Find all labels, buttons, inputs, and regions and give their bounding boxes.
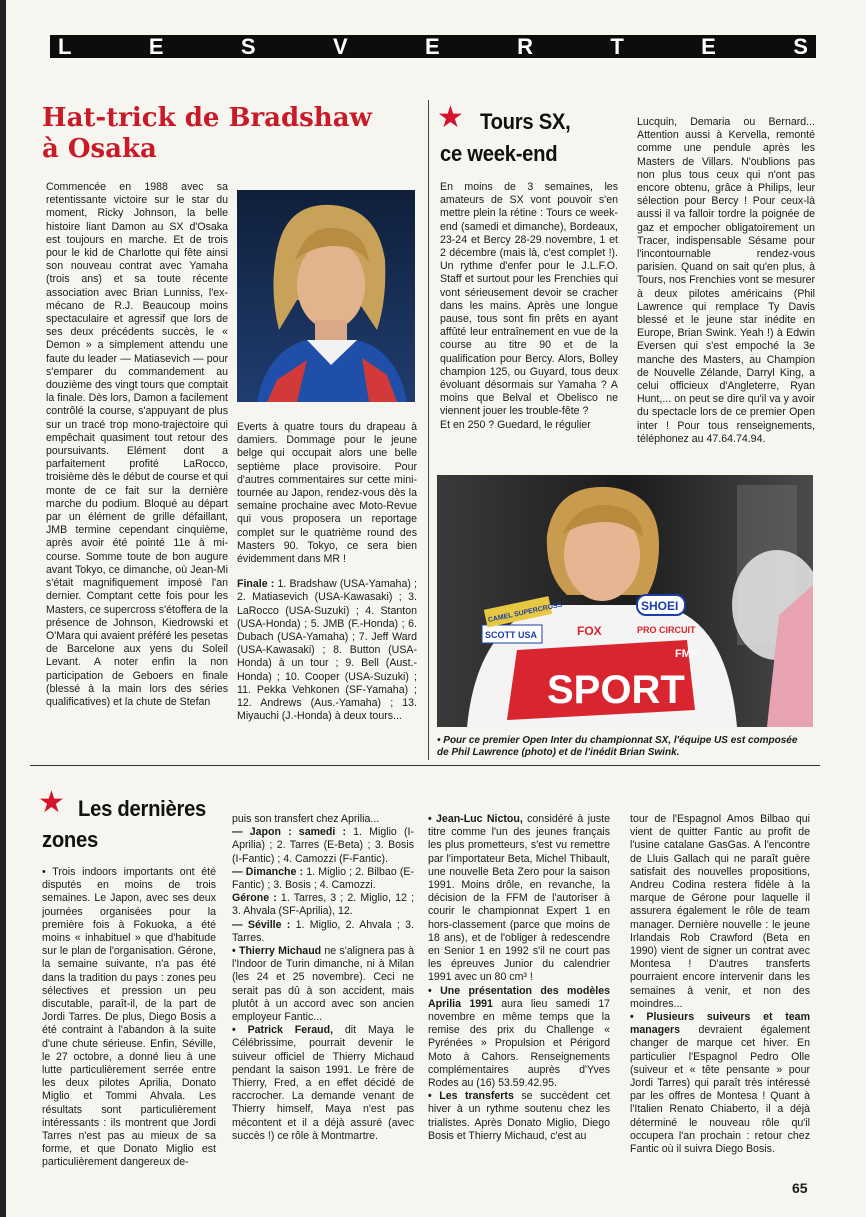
section-header-band (50, 35, 816, 58)
transferts-label: • Les transferts (428, 1090, 514, 1103)
fmf-logo-text: FMF (675, 648, 698, 660)
header-letter: E (425, 34, 440, 59)
photo-caption: • Pour ce premier Open Inter du championnat SX, l'équipe US est composée de Phil Lawrence (photo) et de l'inédit Brian Swink. (437, 735, 798, 758)
article2-column-2 (637, 116, 815, 446)
article3-body-text: • Trois indoors importants ont été disputés en moins de trois semaines. Le Japon, avec ses deux journées organisées pour la première fois à Fokuoka, a été moins « inhabituel » que d'habitude sur le plan de l'organisation. Gérone, la semaine suivante, n'a pas été dans la tradition du pays : zones peu sélectives et pression un peu discutable, paraît-il, de la part de Jordi Tarres. De plus, Diego Bosis a été contraint à l'abandon à la suite d'une chute sérieuse. Enfin, Séville, le 27 octobre, a donné lieu à une lutte particulièrement serrée entre les deux pilotes Aprilia, Donato Miglio et Tommi Ahvala. Les résultats sont particulièrement intéressants : ils montrent que Jordi Tarres n'est pas au mieux de sa forme, et que Donato Miglio est particulièrement dangereux de- (42, 866, 216, 1169)
article1-column-2 (237, 421, 417, 723)
dimanche-label: — Dimanche : (232, 865, 304, 878)
aprilia-label: • Une présentation des modèles Aprilia 1991 (428, 984, 610, 1010)
michaud-label: • Thierry Michaud (232, 945, 322, 958)
article3-column-3 (428, 813, 610, 1143)
nictou-label: • Jean-Luc Nictou, (428, 813, 523, 825)
article1-results (237, 578, 417, 723)
article3-title-line1: Les dernières (78, 796, 207, 821)
suiveurs-paragraph (630, 1011, 810, 1156)
article1-body-text: Commencée en 1988 avec sa retentissante victoire sur le star du moment, Ricky Johnson, la belle histoire liant Damon au SX d'Osaka est toujours en marche. Et de trois pour le kid de Charlotte qui fête ainsi son nouveau contrat avec Yamaha (trois ans) et sa toute récente association avec Brian Lunniss, l'ex-mécano de R.J. Beaucoup moins spectaculaire et agressif que lors de ses deux précédents succès, le « Demon » a simplement attendu une faute du leader — Matiasevich — pour s'emparer du commandement au douzième des vingt tours que comptait la finale. Dès lors, Damon a facilement contrôlé la course, s'appuyant de plus sur un tracé trop mono-trajectoire qui empêchait quasiment tout retour des poursuivants. Elément dont a parfaitement profité LaRocco, troisième dès le début de course et qui monte de ce fait sur la dernière marche du podium. Bloqué au départ par un élément de grille défaillant, JMB termine cependant cinquième, après avoir été pointé 11e à mi-course. Somme toute de bon augure avant Tokyo, ce dimanche, où Jean-Mi s'était magnifiquement imposé l'an dernier. Comptant cette fois pour les Masters, ce supercross s'étoffera de la présence de Johnson, Kiedrowski et O'Mara qui avaient préféré les pesetas de Barcelone aux yens du Soleil Levant. A noter enfin la non participation de Geboers en finale (blessé à la main lors des séries qualificatives) et la chute de Stefan (46, 181, 228, 708)
aprilia-text: aura lieu samedi 17 novembre en même temps que la remise des prix du Challenge « Pyrénées » Propulsion et Périgord Moto à Cahors. Renseignements complémentaires auprès d'Yves Rodes au (16) 53.59.42.95. (428, 997, 610, 1090)
header-letter: R (517, 34, 533, 59)
suiveurs-text: devraient également changer de marque cet hiver. En particulier l'Espagnol Pedro Olle (suiveur et « tête pensante » pour Jordi Tarres) qui paraît très intéressé par les offres de Montesa ! Quant à l'Italien Renato Chiaberto, il a déjà déterminé le nouveau rôle qu'il occupera l'an prochain : retour chez Fantic où il suivra Diego Bosis. (630, 1024, 810, 1156)
header-letter: E (148, 34, 164, 59)
pro-circuit-logo-text: PRO CIRCUIT (637, 625, 696, 635)
page-binding-edge (0, 0, 6, 1217)
seville-results-text: 1. Miglio, 2. Ahvala ; 3. Tarres. (232, 918, 414, 944)
feraud-label: • Patrick Feraud, (232, 1024, 334, 1037)
michaud-text: ne s'alignera pas à l'Indoor de Turin dimanche, ni à Milan (les 24 et 25 novembre). Ceci ne serait pas dû à son accident, mais plutôt à un accord avec son ancien employeur Fantic... (232, 945, 414, 1024)
aprilia-paragraph (428, 985, 610, 1091)
finale-results-text: 1. Bradshaw (USA-Yamaha) ; 2. Matiasevich (USA-Kawasaki) ; 3. LaRocco (USA-Suzuki) ; 4. Stanton (USA-Honda) ; 5. JMB (F.-Honda) ; 6. Dubach (USA-Yamaha) ; 7. Jeff Ward (USA-Kawasaki) ; 8. Button (USA-Honda) à un tour ; 9. Bell (Aust.-Honda) ; 10. Cooper (USA-Suzuki) ; 11. Pekka Vehkonen (SF-Yamaha) ; 12. Andrews (Aus.-Yamaha) ; 13. Miyauchi (J.-Honda) à deux tours... (237, 578, 417, 723)
article1-title: Hat-trick de Bradshaw à Osaka (42, 103, 372, 164)
header-letter: V (332, 34, 348, 59)
header-letter: L (58, 34, 72, 59)
article2-body-text-end: Et en 250 ? Guedard, le régulier (440, 418, 591, 431)
gerone-label: Gérone : (232, 892, 277, 905)
header-letter: S (240, 34, 256, 59)
gerone-results (232, 892, 414, 918)
article2-body-text: En moins de 3 semaines, les amateurs de SX vont pouvoir s'en mettre plein la rétine : Tours ce week-end (samedi et dimanche), Bordeaux, 23-24 et Bercy 28-29 novembre, 1 et 2 décembre (mais là, c'est complet !). Un rythme d'enfer pour le J.L.F.O. Staff et surtout pour les Frenchies qui vont sérieusement devoir se cracher dans les mains. Après une longue pause, tous sont fin prêts en ayant affûté leur entraînement en vue de la course au titre 90 et de la qualification pour Bercy. Alors, Bolley champion 125, ou Guyard, tous deux évoluant désormais sur Yamaha ? A moins que Belval et Obelisco ne viennent jouer les trouble-fête ? (440, 181, 618, 418)
bradshaw-portrait-illustration (237, 190, 415, 402)
lawrence-photo (437, 475, 813, 727)
camel-logo-text: CAMEL SUPERCROSS (487, 601, 563, 625)
suiveurs-label: • Plusieurs suiveurs et team managers (630, 1011, 810, 1037)
fox-logo-text: FOX (577, 624, 602, 638)
finale-label: Finale : (237, 578, 275, 591)
star-icon: ★ (437, 101, 464, 134)
dimanche-results-text: 1. Miglio ; 2. Bilbao (E-Fantic) ; 3. Bosis ; 4. Camozzi. (232, 865, 415, 892)
michaud-paragraph (232, 945, 414, 1024)
dimanche-results (232, 866, 414, 892)
article2-title-line2: ce week-end (440, 141, 558, 166)
bradshaw-photo (237, 190, 415, 402)
japon-label: — Japon : samedi : (232, 826, 346, 839)
scott-logo-text: SCOTT USA (485, 630, 538, 640)
sport-logo-text: SPORT (547, 668, 685, 712)
lawrence-photo-illustration (437, 475, 813, 727)
article1-column-1 (46, 181, 228, 709)
article3-column4-text: tour de l'Espagnol Amos Bilbao qui vient de quitter Fantic au profit de l'usine catalane GasGas. A l'encontre de Lluis Gallach qui ne paraît guère satisfait des nouvelles propositions, Andreu Codina restera fidèle à la marque de Gérone pour laquelle il assurera également le rôle de team manager. Dernière nouvelle : le jeune Irlandais Rob Crawford (Beta en 1990) vient de signer un contrat avec Montesa ! D'autres transferts pourraient encore intervenir dans les semaines à venir, et non des moindres... (630, 813, 810, 1010)
gerone-results-text: 1. Tarres, 3 ; 2. Miglio, 12 ; 3. Ahvala (SF-Aprilia), 12. (232, 892, 415, 918)
seville-label: — Séville : (232, 918, 291, 931)
feraud-paragraph (232, 1024, 414, 1143)
article3-title-line2: zones (42, 827, 98, 852)
article2-title-line1: Tours SX, (480, 109, 571, 134)
transferts-text: se succèdent cet hiver à un rythme soutenu chez les trialistes. Après Donato Miglio, Diego Bosis et Thierry Michaud, c'est au (428, 1090, 610, 1142)
nictou-paragraph (428, 813, 610, 985)
seville-results (232, 919, 414, 945)
feraud-text: dit Maya le Célébrissime, pourrait devenir le suiveur officiel de Thierry Michaud pendant la saison 1991. Le frère de Thierry, Fred, a en effet décidé de raccrocher. La demande venant de Thierry himself, Maya n'est pas mécontent et il a déjà assuré (avec succès !) ce rôle à Montmartre. (232, 1024, 414, 1142)
header-letter: E (701, 34, 716, 59)
article3-column-1 (42, 866, 216, 1170)
header-letter: S (793, 34, 808, 59)
nictou-text: considéré à juste titre comme l'un des jeunes français les plus prometteurs, s'est vu remettre par l'importateur Beta, Michel Thibault, une nouvelle Beta Zero pour la saison 1991. Moins drôle, en revanche, la décision de la FFM de l'autoriser à courir le championnat Expert 1 en hors-classement (parce que moins de 18 ans), et de l'obliger à redescendre en Senior 1 en 1992 s'il ne court pas les épreuves Junior du calendrier 1991 avec un 80 cm³ ! (428, 813, 610, 984)
article2-body-continued: Lucquin, Demaria ou Bernard... Attention aussi à Kervella, remonté comme une pendule après les Masters de Villars. N'oublions pas non plus tous ceux qui n'ont pas encore obtenu, grâce à Philips, leur sélection pour Bercy ! Pour ceux-là aussi il va falloir tordre la poignée de gaz et empocher obligatoirement un Tracer, indispensable Sésame pour l'incontournable rendez-vous parisien. Quand on sait qu'en plus, à Tours, nos Frenchies vont se mesurer à deux pilotes américains (Phil Lawrence qui remplace Ty Davis blessé et le jeune star inédite en Europe, Brian Swink. Yeah !) à Edwin Eversen qui s'est empoché la 3e manche des Masters, au Champion de Nouvelle Zélande, Darryl King, a celui officieux d'Angleterre, Ryan Hunt,... on peut se dire qu'il va y avoir du spectacle lors de ce premier Open inter ! Pour tous renseignements, téléphonez au 47.64.74.94. (637, 116, 815, 445)
article3-column2-intro: puis son transfert chez Aprilia... (232, 813, 380, 825)
transferts-paragraph (428, 1090, 610, 1143)
column-divider (428, 100, 429, 760)
page-number: 65 (792, 1180, 808, 1196)
section-divider (30, 765, 820, 766)
japon-results (232, 826, 414, 866)
japon-results-text: 1. Miglio (I-Aprilia) ; 2. Tarres (E-Beta) ; 3. Bosis (I-Fantic) ; 4. Camozzi (F-Fantic). (232, 826, 414, 865)
header-letter: T (610, 34, 624, 59)
article1-body-continued: Everts à quatre tours du drapeau à damiers. Dommage pour le jeune belge qui occupait alors une belle septième place provisoire. Pour d'autres commentaires sur cette mini-tournée au Japon, rendez-vous dès la semaine prochaine avec Moto-Revue qui vous proposera un reportage complet sur le quatrième round des Masters 90. Tokyo, ce sera bien évidemment dans MR ! (237, 421, 417, 566)
article3-column-4 (630, 813, 810, 1156)
shoei-logo-text: SHOEI (641, 599, 679, 613)
star-icon: ★ (38, 786, 65, 819)
article3-column-2 (232, 813, 414, 1143)
article2-column-1 (440, 181, 618, 432)
